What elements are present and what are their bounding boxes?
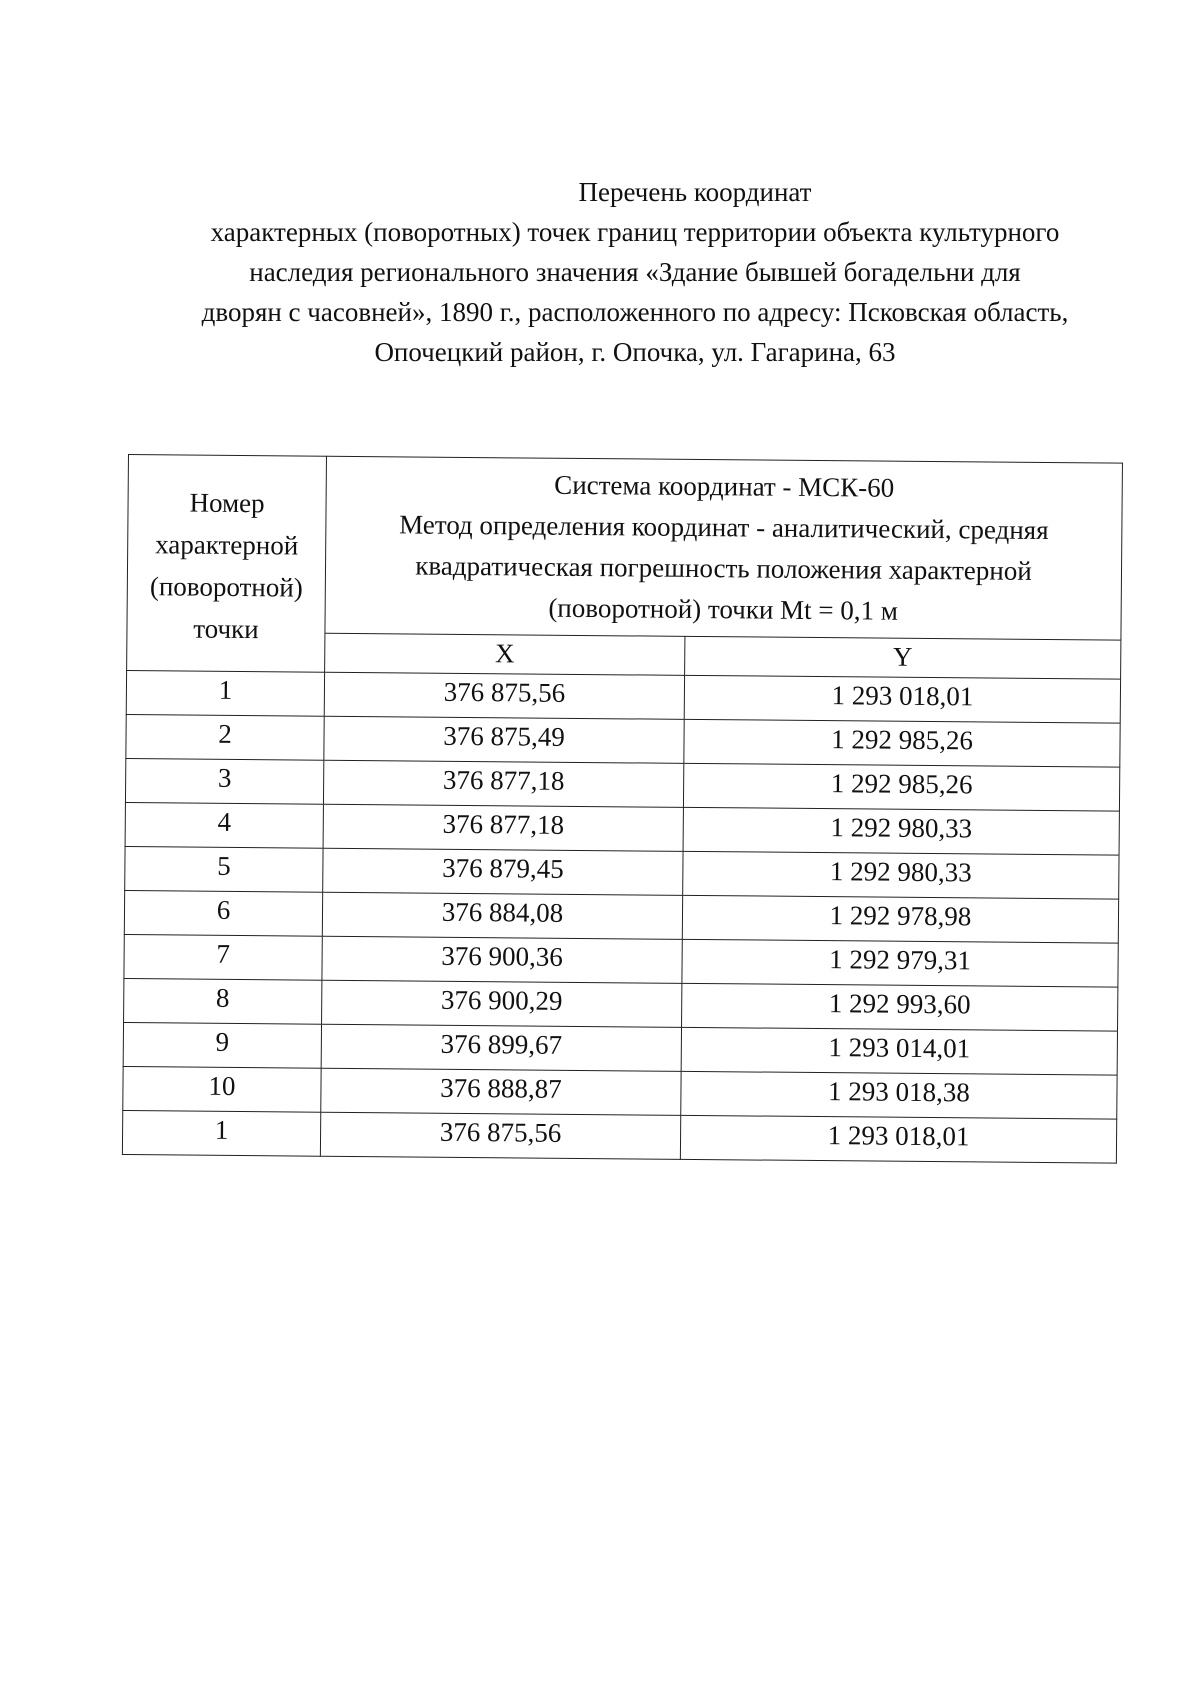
- system-header-line: Система координат - МСК-60: [554, 469, 895, 503]
- y-cell: 1 292 980,33: [683, 807, 1119, 855]
- document-heading: [140, 172, 1130, 372]
- point-number-cell: 2: [126, 714, 324, 760]
- x-cell: 376 875,56: [320, 1112, 680, 1159]
- system-header-line: (поворотной) точки Mt = 0,1 м: [548, 592, 899, 626]
- x-cell: 376 900,29: [322, 980, 682, 1027]
- coordinate-system-header: [325, 456, 1123, 640]
- point-number-cell: 7: [124, 934, 322, 980]
- y-cell: 1 293 014,01: [681, 1027, 1117, 1075]
- x-cell: 376 875,49: [324, 716, 684, 763]
- y-cell: 1 292 978,98: [682, 895, 1118, 943]
- x-cell: 376 888,87: [321, 1068, 681, 1115]
- x-cell: 376 875,56: [324, 672, 684, 719]
- point-header-line: точки: [193, 613, 259, 644]
- heading-line-2: характерных (поворотных) точек границ территории объекта культурного: [210, 217, 1060, 247]
- point-number-cell: 10: [123, 1066, 321, 1112]
- point-number-cell: 1: [126, 670, 324, 716]
- x-cell: 376 884,08: [322, 892, 682, 939]
- y-cell: 1 293 018,01: [680, 1115, 1116, 1163]
- point-number-cell: 1: [122, 1110, 320, 1156]
- heading-line-3: наследия регионального значения «Здание бывшей богадельни для: [249, 257, 1021, 287]
- point-number-cell: 8: [124, 978, 322, 1024]
- x-cell: 376 877,18: [323, 804, 683, 851]
- y-cell: 1 292 979,31: [682, 939, 1118, 987]
- y-cell: 1 293 018,38: [681, 1071, 1117, 1119]
- x-cell: 376 879,45: [323, 848, 683, 895]
- point-number-cell: 4: [125, 802, 323, 848]
- table-row: [122, 1110, 1116, 1163]
- system-header-line: квадратическая погрешность положения характерной: [415, 550, 1032, 586]
- point-number-cell: 5: [125, 846, 323, 892]
- x-cell: 376 899,67: [321, 1024, 681, 1071]
- heading-line-4: дворян с часовней», 1890 г., расположенного по адресу: Псковская область,: [201, 297, 1069, 327]
- coordinates-table: [122, 454, 1123, 1164]
- y-cell: 1 292 985,26: [684, 719, 1120, 767]
- x-cell: 376 877,18: [323, 760, 683, 807]
- point-number-header: [127, 455, 327, 673]
- point-header-line: Номер: [189, 487, 265, 518]
- heading-line-1: Перечень координат: [578, 177, 812, 207]
- y-cell: 1 293 018,01: [684, 675, 1120, 723]
- point-header-line: (поворотной): [149, 570, 303, 603]
- point-number-cell: 6: [124, 890, 322, 936]
- y-column-header: Y: [685, 636, 1121, 679]
- point-number-cell: 3: [125, 758, 323, 804]
- point-header-line: характерной: [155, 528, 299, 560]
- heading-line-5: Опочецкий район, г. Опочка, ул. Гагарина, 63: [374, 337, 896, 367]
- y-cell: 1 292 993,60: [682, 983, 1118, 1031]
- x-cell: 376 900,36: [322, 936, 682, 983]
- y-cell: 1 292 985,26: [683, 763, 1119, 811]
- y-cell: 1 292 980,33: [683, 851, 1119, 899]
- point-number-cell: 9: [123, 1022, 321, 1068]
- x-column-header: X: [325, 633, 685, 675]
- system-header-line: Метод определения координат - аналитический, средняя: [399, 509, 1049, 546]
